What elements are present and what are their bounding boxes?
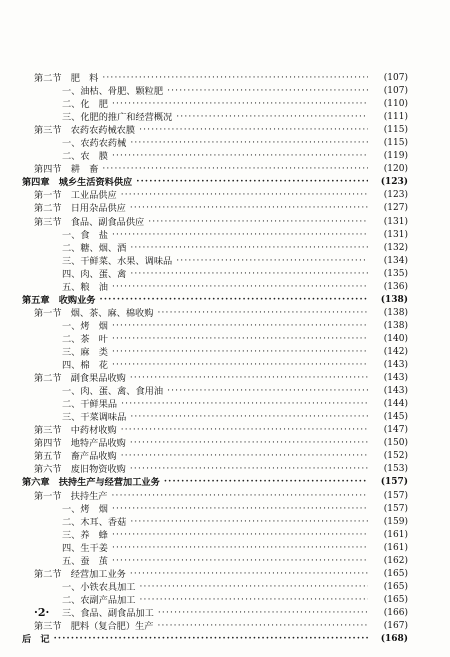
dot-leader xyxy=(112,98,368,111)
toc-entry xyxy=(22,229,408,242)
toc-entry xyxy=(22,294,408,307)
toc-entry-title: 二、农 膜 xyxy=(62,151,108,163)
toc-entry-title: 第三节 食品、副食品供应 xyxy=(34,216,145,228)
toc-entry xyxy=(22,581,408,594)
toc-entry-page: (132) xyxy=(383,242,408,253)
dot-leader xyxy=(130,202,368,215)
toc-entry-page: (165) xyxy=(383,581,408,592)
dot-leader xyxy=(130,463,368,476)
toc-entry-page: (159) xyxy=(383,516,408,527)
toc-entry xyxy=(22,568,408,581)
toc-entry-page: (142) xyxy=(383,347,408,357)
toc-entry-page: (115) xyxy=(383,125,408,136)
toc-entry-title: 二、干鲜果品 xyxy=(62,399,118,411)
dot-leader xyxy=(121,424,368,437)
dot-leader xyxy=(112,529,368,542)
toc-entry-page: (153) xyxy=(383,464,408,475)
toc-entry-title: 三、食品、副食品加工 xyxy=(62,607,154,619)
toc-entry xyxy=(22,268,408,281)
toc-entry-page: (120) xyxy=(383,164,408,175)
toc-entry-title: 二、农副产品加工 xyxy=(62,594,136,606)
toc-entry-page: (123) xyxy=(380,177,408,188)
dot-leader xyxy=(112,346,368,359)
toc-entry-page: (135) xyxy=(383,268,408,279)
toc-entry xyxy=(22,620,408,633)
toc-entry-page: (140) xyxy=(383,333,408,344)
toc-entry-page: (157) xyxy=(380,477,408,488)
dot-leader xyxy=(112,281,368,294)
toc-entry-title: 后 记 xyxy=(22,634,50,646)
dot-leader xyxy=(112,359,368,372)
toc-entry xyxy=(22,98,408,111)
toc-entry-title: 三、干鲜菜、水果、调味品 xyxy=(62,255,173,267)
dot-leader xyxy=(148,216,368,229)
toc-entry-page: (134) xyxy=(383,255,408,266)
toc-entry xyxy=(22,490,408,503)
toc-entry xyxy=(22,281,408,294)
dot-leader xyxy=(130,242,368,255)
dot-leader xyxy=(112,490,369,503)
toc-entry-page: (123) xyxy=(383,190,408,201)
dot-leader xyxy=(121,450,368,463)
dot-leader xyxy=(102,72,368,85)
dot-leader xyxy=(112,150,368,163)
toc-entry xyxy=(22,163,408,176)
toc-entry xyxy=(22,242,408,255)
dot-leader xyxy=(164,476,368,489)
toc-entry xyxy=(22,476,408,489)
toc-entry-title: 一、农药农药械 xyxy=(62,138,127,150)
toc-entry xyxy=(22,189,408,202)
dot-leader xyxy=(140,581,369,594)
dot-leader xyxy=(130,268,368,281)
dot-leader xyxy=(176,111,368,124)
toc-entry xyxy=(22,424,408,437)
toc-entry xyxy=(22,372,408,385)
toc-entry xyxy=(22,594,408,607)
toc-entry-title: 第四节 地特产品收购 xyxy=(34,438,126,450)
toc-entry-title: 一、烤 烟 xyxy=(62,320,108,332)
dot-leader xyxy=(130,411,368,424)
toc-entry xyxy=(22,72,408,85)
toc-entry-page: (144) xyxy=(383,399,408,410)
toc-entry-title: 三、干菜调味品 xyxy=(62,412,127,424)
toc-entry xyxy=(22,437,408,450)
toc-entry-title: 一、烤 烟 xyxy=(62,503,108,515)
toc-entry-title: 第二节 日用杂品供应 xyxy=(34,203,126,215)
toc-entry-page: (107) xyxy=(383,73,408,84)
toc-entry-page: (107) xyxy=(383,86,408,97)
dot-leader xyxy=(112,503,368,516)
toc-entry-page: (131) xyxy=(383,229,408,240)
toc-entry-title: 第五章 收购业务 xyxy=(22,294,96,306)
toc-entry-page: (138) xyxy=(383,307,408,318)
dot-leader xyxy=(167,85,368,98)
toc-entry-title: 一、油枯、骨肥、颗粒肥 xyxy=(62,86,164,98)
toc-entry-title: 第一节 扶持生产 xyxy=(34,490,108,502)
toc-entry xyxy=(22,111,408,124)
toc-entry-title: 第三节 中药材收购 xyxy=(34,425,117,437)
dot-leader xyxy=(176,255,368,268)
dot-leader xyxy=(112,542,368,555)
dot-leader xyxy=(157,307,368,320)
toc-entry-title: 三、化肥的推广和经营概况 xyxy=(62,112,173,124)
toc-entry-page: (157) xyxy=(383,490,408,501)
toc-entry xyxy=(22,503,408,516)
toc-entry-title: 三、麻 类 xyxy=(62,347,108,358)
toc-entry-page: (168) xyxy=(380,634,408,645)
toc-entry xyxy=(22,176,408,189)
dot-leader xyxy=(140,594,369,607)
dot-leader xyxy=(130,516,368,529)
toc-entry-title: 第四节 耕 畜 xyxy=(34,164,99,176)
dot-leader xyxy=(130,372,368,385)
toc-entry-title: 第一节 工业品供应 xyxy=(34,190,117,202)
dot-leader xyxy=(167,385,368,398)
page-number: ·2· xyxy=(34,606,50,619)
toc-entry-title: 第四章 城乡生活资料供应 xyxy=(22,177,133,189)
toc-entry-page: (119) xyxy=(383,151,408,162)
toc-entry-page: (143) xyxy=(383,360,408,371)
dot-leader xyxy=(121,189,368,202)
dot-leader xyxy=(139,124,368,137)
toc-entry-page: (165) xyxy=(383,568,408,579)
toc-entry-title: 第二节 肥 料 xyxy=(34,73,99,85)
toc-entry-page: (143) xyxy=(383,386,408,397)
toc-entry-page: (147) xyxy=(383,425,408,436)
dot-leader xyxy=(158,607,368,620)
toc-entry-page: (167) xyxy=(383,620,408,631)
toc-entry xyxy=(22,346,408,359)
table-of-contents xyxy=(22,72,408,646)
toc-entry xyxy=(22,333,408,346)
dot-leader xyxy=(102,163,368,176)
toc-entry-title: 四、肉、蛋、禽 xyxy=(62,268,127,280)
toc-entry-title: 五、蚕 茧 xyxy=(62,555,108,567)
dot-leader xyxy=(130,137,368,150)
toc-entry-title: 第一节 烟、茶、麻、棉收购 xyxy=(34,307,154,319)
toc-entry xyxy=(22,202,408,215)
toc-entry-page: (157) xyxy=(383,503,408,514)
toc-entry xyxy=(22,555,408,568)
toc-entry-title: 四、棉 花 xyxy=(62,360,108,372)
toc-entry-title: 第五节 畜产品收购 xyxy=(34,451,117,463)
toc-entry-title: 二、糖、烟、酒 xyxy=(62,242,127,254)
toc-entry-title: 第六节 废旧物资收购 xyxy=(34,464,126,476)
dot-leader xyxy=(157,620,368,633)
toc-entry-title: 四、生干姜 xyxy=(62,542,108,554)
toc-entry xyxy=(22,255,408,268)
toc-entry-title: 第三节 肥料（复合肥）生产 xyxy=(34,620,154,632)
dot-leader xyxy=(130,437,368,450)
toc-entry xyxy=(22,385,408,398)
dot-leader xyxy=(121,398,368,411)
toc-entry xyxy=(22,307,408,320)
dot-leader xyxy=(112,333,368,346)
toc-entry-page: (131) xyxy=(383,216,408,227)
toc-entry-page: (111) xyxy=(383,112,408,123)
toc-entry xyxy=(22,137,408,150)
toc-entry-title: 第二节 副食果品收购 xyxy=(34,373,126,385)
toc-entry-page: (162) xyxy=(383,555,408,566)
dot-leader xyxy=(136,176,368,189)
toc-entry xyxy=(22,542,408,555)
toc-entry-page: (138) xyxy=(383,320,408,331)
toc-entry xyxy=(22,607,408,620)
toc-entry-page: (138) xyxy=(380,294,408,305)
dot-leader xyxy=(130,568,368,581)
toc-entry-page: (115) xyxy=(383,138,408,149)
toc-entry xyxy=(22,516,408,529)
toc-entry-page: (152) xyxy=(383,451,408,462)
toc-entry-title: 一、肉、蛋、禽、食用油 xyxy=(62,386,164,398)
toc-entry xyxy=(22,150,408,163)
dot-leader xyxy=(112,555,368,568)
toc-entry xyxy=(22,85,408,98)
toc-entry-page: (143) xyxy=(383,373,408,384)
toc-entry-page: (150) xyxy=(383,438,408,449)
toc-entry xyxy=(22,398,408,411)
toc-entry xyxy=(22,633,408,646)
toc-entry-page: (145) xyxy=(383,412,408,423)
toc-entry-title: 第三节 农药农药械农膜 xyxy=(34,125,136,137)
toc-entry-title: 一、食 盐 xyxy=(62,229,108,241)
toc-entry-page: (166) xyxy=(383,607,408,618)
toc-entry-page: (161) xyxy=(383,529,408,540)
toc-entry xyxy=(22,320,408,333)
toc-entry-page: (110) xyxy=(383,99,408,110)
toc-entry xyxy=(22,124,408,137)
toc-entry xyxy=(22,411,408,424)
toc-entry xyxy=(22,359,408,372)
dot-leader xyxy=(54,633,368,646)
toc-entry-title: 五、粮 油 xyxy=(62,281,108,293)
toc-entry-title: 三、养 蜂 xyxy=(62,529,108,541)
dot-leader xyxy=(112,320,368,333)
toc-entry-title: 一、小铁农具加工 xyxy=(62,581,136,593)
toc-entry-page: (127) xyxy=(383,203,408,214)
toc-entry-page: (161) xyxy=(383,542,408,553)
toc-entry-page: (165) xyxy=(383,594,408,605)
toc-entry-title: 第六章 扶持生产与经营加工业务 xyxy=(22,477,160,489)
toc-entry xyxy=(22,463,408,476)
toc-entry-title: 二、茶 叶 xyxy=(62,333,108,345)
toc-entry-page: (136) xyxy=(383,281,408,292)
dot-leader xyxy=(112,229,368,242)
toc-entry xyxy=(22,529,408,542)
toc-entry-title: 第二节 经营加工业务 xyxy=(34,568,126,580)
toc-entry-title: 二、化 肥 xyxy=(62,99,108,111)
toc-entry xyxy=(22,450,408,463)
toc-entry xyxy=(22,216,408,229)
dot-leader xyxy=(100,294,369,307)
toc-entry-title: 二、木耳、香菇 xyxy=(62,516,127,528)
